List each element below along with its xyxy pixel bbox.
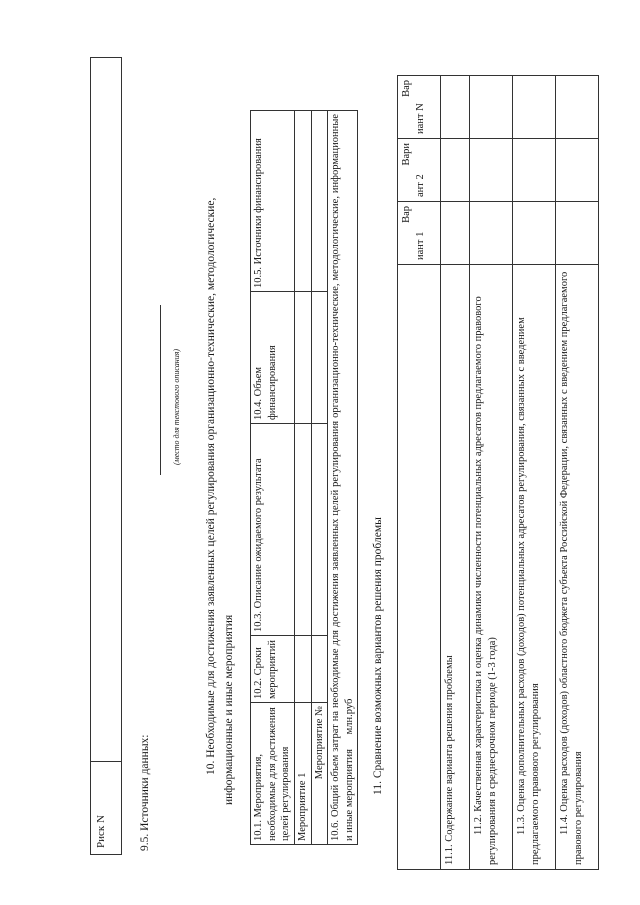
risk-cell <box>91 58 122 762</box>
measures-header-2: 10.2. Сроки мероприятий <box>251 636 295 703</box>
measures-header-3: 10.3. Описание ожидаемого результата <box>251 424 295 636</box>
measures-header-4: 10.4. Объем финансирования <box>251 292 295 424</box>
sources-label: 9.5. Источники данных: <box>139 734 151 851</box>
description-line <box>160 305 161 475</box>
measures-total-unit: млн.руб <box>343 698 355 735</box>
measures-total-row <box>328 111 358 845</box>
variants-blank-cell <box>398 265 441 870</box>
variants-row-label: 11.3. Оценка дополнительных расходов (доходов) потенциальных адресатов регулирования, связанных с введением предлагаемого правового регулирования <box>513 265 556 870</box>
section-10-heading <box>203 75 239 805</box>
measures-row <box>294 111 311 845</box>
variant-n-header: Вар иант N <box>398 76 441 139</box>
measures-header-1: 10.1. Мероприятия, необходимые для достижения целей регулирования <box>251 703 295 845</box>
risk-table <box>90 57 122 855</box>
measures-total-text: 10.6. Общий объем затрат на необходимые для достижения заявленных целей регулирования организационно-технические, методологические, информационные и иные мероприятия <box>330 114 355 841</box>
variants-row <box>513 76 556 870</box>
variant-1-header: Вар иант 1 <box>398 202 441 265</box>
variants-row <box>556 76 599 870</box>
measures-table <box>250 110 358 845</box>
section-10-heading-line1: 10. Необходимые для достижения заявленных целей регулирования организационно-технические, методологические, <box>205 197 217 775</box>
variants-table <box>397 75 599 870</box>
variants-row <box>470 76 513 870</box>
variants-row-label: 11.2. Качественная характеристика и оценка динамики численности потенциальных адресатов предлагаемого правового регулирования в среднесрочном периоде (1-3 года) <box>470 265 513 870</box>
measures-row-label: Мероприятие № <box>311 703 328 845</box>
measures-row-label: Мероприятие 1 <box>294 703 311 845</box>
measures-row <box>311 111 328 845</box>
variants-header-row <box>398 76 441 870</box>
variants-row <box>441 76 470 870</box>
description-caption: (место для текстового описания) <box>172 348 181 465</box>
variants-row-label: 11.1. Содержание варианта решения проблемы <box>441 265 470 870</box>
variant-2-header: Вари ант 2 <box>398 139 441 202</box>
variants-row-label: 11.4. Оценка расходов (доходов) областного бюджета субъекта Российской Федерации, связанных с введением предлагаемого правового регулирования <box>556 265 599 870</box>
section-11-heading: 11. Сравнение возможных вариантов решения проблемы <box>372 517 384 795</box>
measures-header-5: 10.5. Источники финансирования <box>251 111 295 292</box>
section-10-heading-line2: информационные и иные мероприятия <box>222 614 235 805</box>
risk-label: Риск N <box>91 762 122 855</box>
